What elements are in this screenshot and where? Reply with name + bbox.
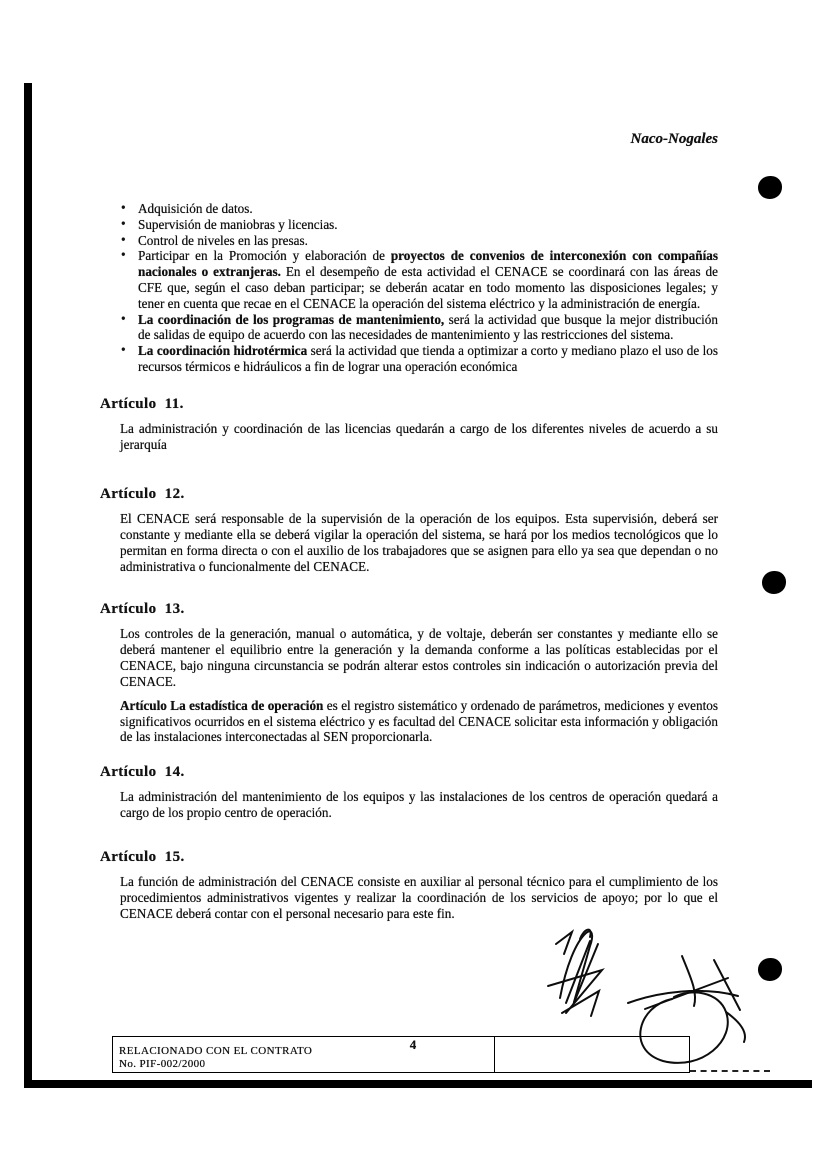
bullet-marker-icon: • bbox=[121, 310, 126, 326]
paragraph-text: es el registro sistemático y ordenado de parámetros, mediciones y eventos significativos ocurridos en el sistema eléctrico y es facultad del CENACE solicitar esta información y obligación de las instalaciones interconectadas al SEN proporcionarla. bbox=[120, 697, 718, 745]
article-heading: Artículo 13. bbox=[100, 601, 185, 617]
punch-hole-icon bbox=[762, 571, 786, 594]
bullet-marker-icon: • bbox=[121, 342, 126, 358]
bullet-text: será la actividad que tienda a optimizar a corto y mediano plazo el uso de los recursos térmicos e hidráulicos a fin de lograr una operación económica bbox=[138, 343, 718, 374]
list-item bbox=[120, 201, 718, 217]
signature-1 bbox=[548, 930, 602, 1016]
list-item bbox=[120, 343, 718, 375]
bullet-text: proyectos de convenios de interconexión con compañías nacionales o extranjeras. bbox=[138, 248, 718, 280]
list-item bbox=[120, 248, 718, 311]
article-heading: Artículo 15. bbox=[100, 849, 185, 865]
bullet-text: Supervisión de maniobras y licencias. bbox=[138, 216, 338, 232]
article-paragraph bbox=[120, 874, 718, 922]
stamp-line-2: No. PIF-002/2000 bbox=[119, 1057, 206, 1070]
article-12-section bbox=[100, 486, 718, 575]
list-item bbox=[120, 217, 718, 233]
paragraph-text: La administración y coordinación de las licencias quedarán a cargo de los diferentes niveles de acuerdo a su jerarquía bbox=[120, 421, 718, 452]
scan-artifact-dashes bbox=[690, 1070, 770, 1072]
binding-strip-left bbox=[24, 83, 32, 1088]
bullet-marker-icon: • bbox=[121, 247, 126, 263]
bullet-text: será la actividad que busque la mejor distribución de salidas de equipo de acuerdo con las necesidades de mantenimiento y las restricciones del sistema. bbox=[138, 311, 718, 343]
bullet-list bbox=[120, 201, 718, 375]
article-heading: Artículo 12. bbox=[100, 486, 185, 502]
list-item bbox=[120, 312, 718, 344]
article-heading: Artículo 14. bbox=[100, 764, 185, 780]
stamp-line-1: RELACIONADO CON EL CONTRATO bbox=[119, 1045, 313, 1057]
paragraph-text: La función de administración del CENACE consiste en auxiliar al personal técnico para el cumplimiento de los procedimientos administrativos vigentes y realizar la coordinación de los servicios de apoyo; por lo que el CENACE deberá contar con el personal necesario para este fin. bbox=[120, 874, 718, 921]
bullet-text: En el desempeño de esta actividad el CENACE se coordinará con las áreas de CFE que, según el caso deban participar; se deberán acatar en todo momento las disposiciones legales; y tener en cuenta que recae en el CENACE la operación del sistema eléctrico y la administración de energía. bbox=[138, 264, 718, 311]
article-heading: Artículo 11. bbox=[100, 396, 184, 412]
bullet-text: La coordinación hidrotérmica bbox=[138, 343, 308, 359]
bullet-marker-icon: • bbox=[121, 231, 126, 247]
article-11-section bbox=[100, 396, 718, 453]
article-paragraph bbox=[120, 626, 718, 690]
punch-hole-icon bbox=[758, 176, 782, 199]
article-14-section bbox=[100, 764, 718, 821]
bullet-marker-icon: • bbox=[121, 215, 126, 231]
article-13-section bbox=[100, 601, 718, 745]
bullet-text: Adquisición de datos. bbox=[138, 201, 253, 216]
bullet-text: Control de niveles en las presas. bbox=[138, 232, 308, 248]
article-15-section bbox=[100, 849, 718, 922]
article-paragraph bbox=[120, 511, 718, 575]
binding-strip-bottom bbox=[24, 1080, 812, 1088]
header-document-title: Naco-Nogales bbox=[630, 131, 718, 147]
stamp-text bbox=[119, 1045, 312, 1070]
article-paragraph bbox=[120, 421, 718, 453]
bullet-text: La coordinación de los programas de mantenimiento, bbox=[138, 311, 445, 327]
punch-hole-icon bbox=[758, 958, 782, 981]
article-paragraph bbox=[120, 698, 718, 746]
bullet-marker-icon: • bbox=[121, 200, 126, 215]
paragraph-text: Artículo La estadística de operación bbox=[120, 697, 324, 713]
page-number: 4 bbox=[409, 1037, 417, 1052]
bullet-text: Participar en la Promoción y elaboración de bbox=[138, 248, 391, 264]
article-paragraph bbox=[120, 789, 718, 821]
paragraph-text: El CENACE será responsable de la supervisión de la operación de los equipos. Esta supervisión, deberá ser constante y mediante ella se deberá vigilar la operación del sistema, se hará por los medios tecnológicos que lo permitan en forma directa o con el auxilio de los trabajadores que se asignen para ello ya sea que dependan o no administrativa o funcionalmente del CENACE. bbox=[120, 511, 718, 574]
list-item bbox=[120, 233, 718, 249]
stamp-divider bbox=[494, 1037, 495, 1072]
paragraph-text: Los controles de la generación, manual o automática, y de voltaje, deberán ser constantes y mediante ello se deberá mantener el equilibrio entre la generación y la demanda conforme a las políticas establecidas por el CENACE, bajo ninguna circunstancia se podrán alterar estos controles sin indicación o autorización previa del CENACE. bbox=[120, 626, 718, 689]
paragraph-text: La administración del mantenimiento de los equipos y las instalaciones de los centros de operación quedará a cargo de los propio centro de operación. bbox=[120, 789, 718, 820]
